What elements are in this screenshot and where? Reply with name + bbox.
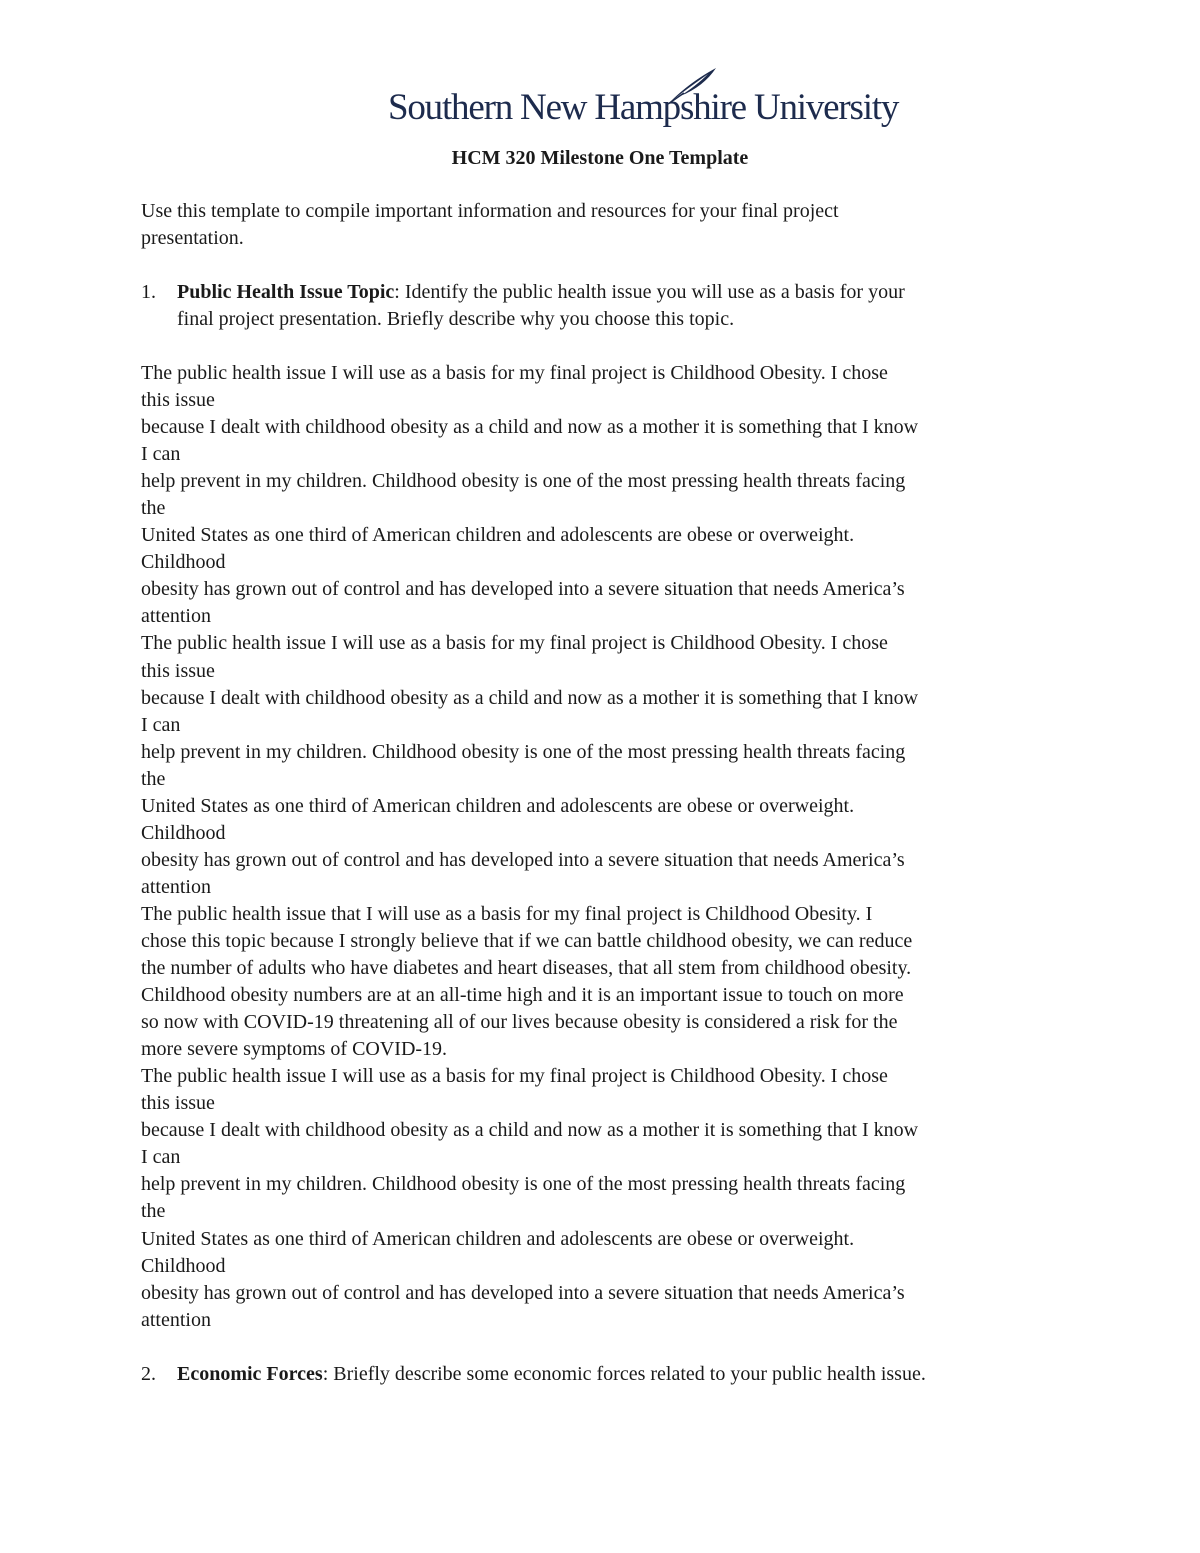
- answer-line: because I dealt with childhood obesity as a child and now as a mother it is something that I know: [141, 686, 919, 709]
- page-title: HCM 320 Milestone One Template: [451, 147, 749, 169]
- answer-line: Childhood: [141, 551, 226, 574]
- list-number: 2.: [141, 1363, 156, 1385]
- intro-line: Use this template to compile important information and resources for your final project: [141, 200, 839, 222]
- answer-line: this issue: [141, 1092, 215, 1115]
- item-text: final project presentation. Briefly describe why you choose this topic.: [177, 308, 735, 330]
- answer-line: The public health issue I will use as a basis for my final project is Childhood Obesity. I chose: [141, 632, 888, 655]
- answer-line: obesity has grown out of control and has developed into a severe situation that needs America’s: [141, 578, 905, 601]
- answer-line: The public health issue I will use as a basis for my final project is Childhood Obesity. I chose: [141, 362, 888, 384]
- answer-line: The public health issue that I will use as a basis for my final project is Childhood Obesity. I: [141, 902, 873, 925]
- answer-line: the: [141, 1200, 166, 1223]
- answer-line: Childhood: [141, 821, 226, 844]
- answer-line: Childhood obesity numbers are at an all-time high and it is an important issue to touch on more: [141, 984, 904, 1007]
- answer-line: attention: [141, 1308, 211, 1331]
- list-item-body: [177, 279, 1061, 333]
- university-logo: [388, 66, 899, 136]
- answer-line: the: [141, 767, 166, 790]
- answer-line: obesity has grown out of control and has developed into a severe situation that needs America’s: [141, 1281, 905, 1304]
- intro-line: presentation.: [141, 227, 244, 249]
- item-label: Economic Forces: [177, 1363, 323, 1385]
- answer-line: attention: [141, 875, 211, 898]
- answer-line: I can: [141, 713, 181, 736]
- answer-line: help prevent in my children. Childhood obesity is one of the most pressing health threats facing: [141, 740, 906, 763]
- answer-line: so now with COVID-19 threatening all of our lives because obesity is considered a risk for the: [141, 1011, 898, 1034]
- answer-line: because I dealt with childhood obesity as a child and now as a mother it is something that I know: [141, 416, 919, 439]
- answer-line: United States as one third of American children and adolescents are obese or overweight.: [141, 794, 855, 817]
- item-text: : Identify the public health issue you will use as a basis for your: [394, 281, 905, 303]
- logo-wordmark: Southern New Hampshire University: [388, 87, 899, 128]
- answer-line: Childhood: [141, 1254, 226, 1277]
- intro-paragraph: [141, 198, 1041, 252]
- answer-line: United States as one third of American children and adolescents are obese or overweight.: [141, 524, 855, 547]
- answer-line: chose this topic because I strongly believe that if we can battle childhood obesity, we can reduce: [141, 929, 913, 952]
- answer-line: the number of adults who have diabetes and heart diseases, that all stem from childhood obesity.: [141, 957, 912, 980]
- answer-line: this issue: [141, 389, 215, 412]
- answer-line: help prevent in my children. Childhood obesity is one of the most pressing health threats facing: [141, 1173, 906, 1196]
- answer-line: more severe symptoms of COVID-19.: [141, 1038, 448, 1061]
- answer-line: this issue: [141, 659, 215, 682]
- item-text: : Briefly describe some economic forces related to your public health issue.: [322, 1363, 926, 1385]
- answer-line: the: [141, 497, 166, 520]
- answer-line: I can: [141, 443, 181, 466]
- answer-line: obesity has grown out of control and has developed into a severe situation that needs America’s: [141, 848, 905, 871]
- list-number: 1.: [141, 281, 156, 303]
- answer-line: attention: [141, 605, 211, 628]
- answer-line: help prevent in my children. Childhood obesity is one of the most pressing health threats facing: [141, 470, 906, 493]
- list-item-body: [177, 1361, 1061, 1388]
- list-item-public-health-topic: [141, 279, 1061, 333]
- answer-line: The public health issue I will use as a basis for my final project is Childhood Obesity. I chose: [141, 1065, 888, 1088]
- list-item-economic-forces: [141, 1361, 1061, 1388]
- item-label: Public Health Issue Topic: [177, 281, 395, 303]
- answer-line: I can: [141, 1146, 181, 1169]
- answer-text: [141, 360, 1061, 1334]
- answer-line: because I dealt with childhood obesity as a child and now as a mother it is something that I know: [141, 1119, 919, 1142]
- answer-line: United States as one third of American children and adolescents are obese or overweight.: [141, 1227, 855, 1250]
